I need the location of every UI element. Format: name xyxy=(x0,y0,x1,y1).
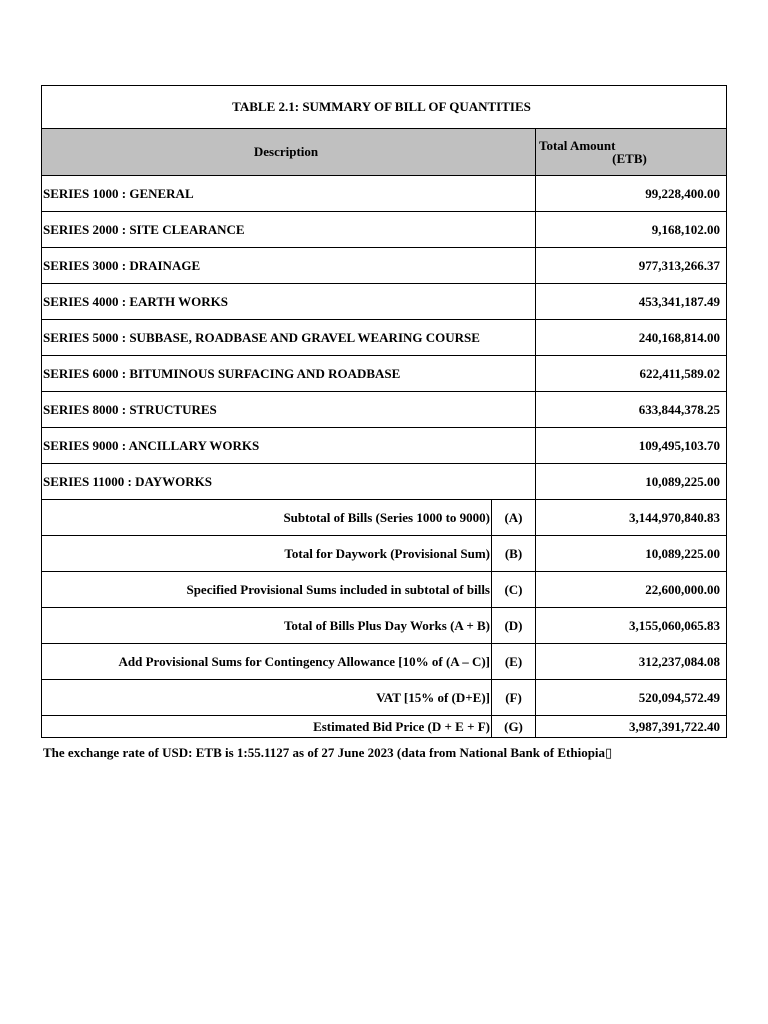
summary-amount: 3,155,060,065.83 xyxy=(536,608,727,644)
summary-row xyxy=(42,716,727,738)
series-amount: 10,089,225.00 xyxy=(536,464,727,500)
total-amount-header xyxy=(536,129,727,176)
series-label: SERIES 4000 : EARTH WORKS xyxy=(42,284,536,320)
summary-code: (A) xyxy=(492,500,536,536)
summary-row xyxy=(42,680,727,716)
series-amount: 977,313,266.37 xyxy=(536,248,727,284)
series-label: SERIES 9000 : ANCILLARY WORKS xyxy=(42,428,536,464)
series-amount: 9,168,102.00 xyxy=(536,212,727,248)
summary-amount: 3,987,391,722.40 xyxy=(536,716,727,738)
table-row xyxy=(42,428,727,464)
series-label: SERIES 8000 : STRUCTURES xyxy=(42,392,536,428)
summary-amount: 312,237,084.08 xyxy=(536,644,727,680)
table-header-row xyxy=(42,129,727,176)
series-label: SERIES 5000 : SUBBASE, ROADBASE AND GRAVEL WEARING COURSE xyxy=(42,320,536,356)
table-row xyxy=(42,176,727,212)
summary-label: Subtotal of Bills (Series 1000 to 9000) xyxy=(42,500,492,536)
summary-label: VAT [15% of (D+E)] xyxy=(42,680,492,716)
series-label: SERIES 6000 : BITUMINOUS SURFACING AND ROADBASE xyxy=(42,356,536,392)
summary-code: (G) xyxy=(492,716,536,738)
table-row xyxy=(42,320,727,356)
total-amount-header-line1: Total Amount xyxy=(539,138,616,153)
summary-row xyxy=(42,572,727,608)
summary-row xyxy=(42,608,727,644)
summary-label: Specified Provisional Sums included in subtotal of bills xyxy=(42,572,492,608)
description-header: Description xyxy=(42,129,536,176)
summary-label: Estimated Bid Price (D + E + F) xyxy=(42,716,492,738)
table-row xyxy=(42,356,727,392)
series-amount: 633,844,378.25 xyxy=(536,392,727,428)
table-row xyxy=(42,464,727,500)
series-amount: 109,495,103.70 xyxy=(536,428,727,464)
series-amount: 453,341,187.49 xyxy=(536,284,727,320)
summary-amount: 22,600,000.00 xyxy=(536,572,727,608)
series-label: SERIES 2000 : SITE CLEARANCE xyxy=(42,212,536,248)
table-row xyxy=(42,284,727,320)
summary-row xyxy=(42,500,727,536)
table-row xyxy=(42,212,727,248)
summary-amount: 3,144,970,840.83 xyxy=(536,500,727,536)
summary-code: (D) xyxy=(492,608,536,644)
series-amount: 622,411,589.02 xyxy=(536,356,727,392)
table-title: TABLE 2.1: SUMMARY OF BILL OF QUANTITIES xyxy=(42,86,727,129)
summary-label: Add Provisional Sums for Contingency Allowance [10% of (A – C)] xyxy=(42,644,492,680)
total-amount-header-line2: (ETB) xyxy=(612,151,647,166)
summary-row xyxy=(42,536,727,572)
series-label: SERIES 11000 : DAYWORKS xyxy=(42,464,536,500)
summary-amount: 520,094,572.49 xyxy=(536,680,727,716)
summary-code: (C) xyxy=(492,572,536,608)
table-row xyxy=(42,392,727,428)
summary-code: (B) xyxy=(492,536,536,572)
summary-code: (E) xyxy=(492,644,536,680)
summary-label: Total of Bills Plus Day Works (A + B) xyxy=(42,608,492,644)
series-label: SERIES 3000 : DRAINAGE xyxy=(42,248,536,284)
series-label: SERIES 1000 : GENERAL xyxy=(42,176,536,212)
series-amount: 99,228,400.00 xyxy=(536,176,727,212)
summary-label: Total for Daywork (Provisional Sum) xyxy=(42,536,492,572)
bill-of-quantities-table xyxy=(41,85,727,738)
summary-code: (F) xyxy=(492,680,536,716)
series-amount: 240,168,814.00 xyxy=(536,320,727,356)
summary-amount: 10,089,225.00 xyxy=(536,536,727,572)
summary-row xyxy=(42,644,727,680)
exchange-rate-note: The exchange rate of USD: ETB is 1:55.1127 as of 27 June 2023 (data from National Bank of Ethiopia▯ xyxy=(43,745,613,760)
table-row xyxy=(42,248,727,284)
